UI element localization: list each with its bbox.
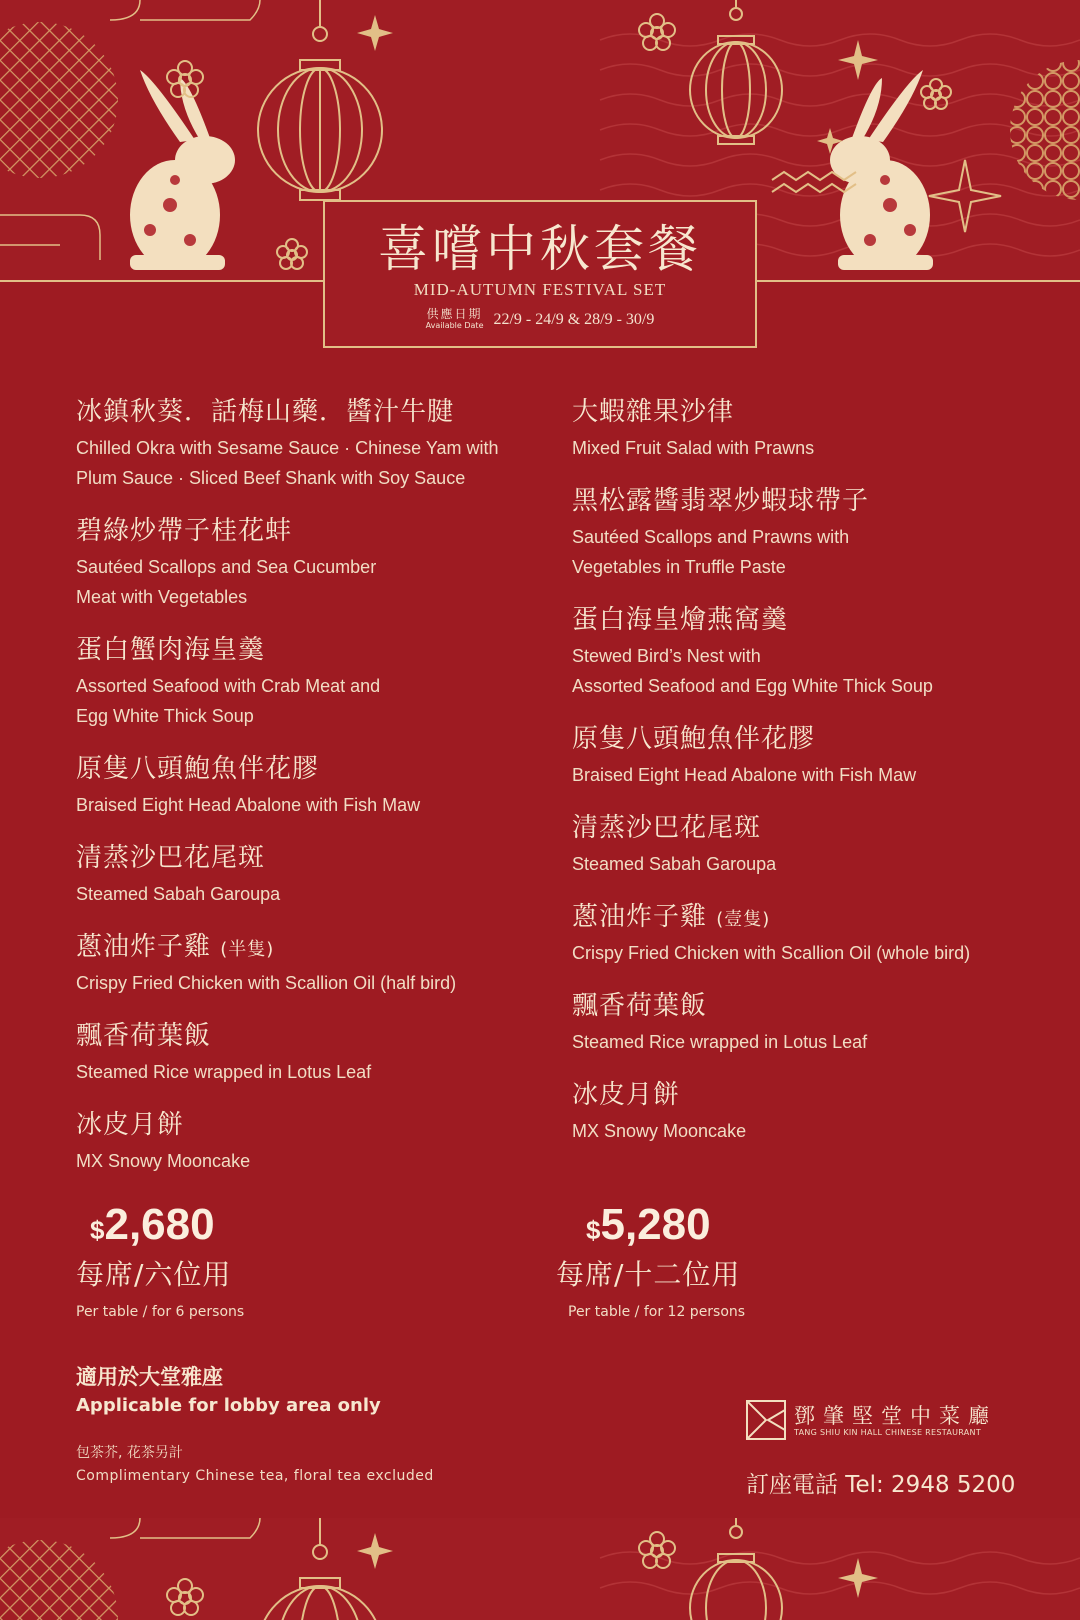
sparkle-star-icon: [357, 1533, 878, 1598]
price-per-table-english: Per table / for 12 persons: [568, 1304, 746, 1320]
price: $2,680: [90, 1200, 215, 1249]
price-per-table-chinese: 每席/十二位用: [556, 1258, 741, 1291]
dish-name-english: Plum Sauce · Sliced Beef Shank with Soy Sauce: [76, 468, 466, 488]
portion-note: (半隻): [220, 939, 275, 960]
lantern-icon: [258, 0, 382, 200]
dish-name-chinese: 碧綠炒帶子桂花蚌: [76, 516, 293, 546]
menu-item: [572, 602, 1042, 701]
menu-item: [76, 632, 546, 731]
area-note-chinese: 適用於大堂雅座: [76, 1365, 223, 1389]
dish-name-english: Egg White Thick Soup: [76, 706, 254, 726]
title-chinese: 喜嚐中秋套餐: [378, 220, 702, 278]
dish-name-chinese: 清蒸沙巴花尾斑: [76, 843, 266, 873]
menu-column-6-persons: [76, 394, 546, 1196]
dish-name-english: Stewed Bird’s Nest with: [572, 646, 761, 666]
dish-name-english: Meat with Vegetables: [76, 587, 248, 607]
dish-name-chinese: 大蝦雜果沙律: [572, 397, 735, 427]
menu-item: [572, 483, 1042, 582]
flower-icon: [921, 79, 951, 109]
lantern-icon: [690, 0, 782, 144]
dish-name-english: Crispy Fried Chicken with Scallion Oil (half bird): [76, 973, 457, 993]
lantern-icon: [690, 1518, 782, 1620]
portion-note: (壹隻): [716, 909, 771, 930]
flower-icon: [167, 1579, 203, 1615]
dish-name-english: Crispy Fried Chicken with Scallion Oil (whole bird): [572, 943, 971, 963]
dish-name-chinese: 原隻八頭鮑魚伴花膠: [76, 754, 320, 784]
terms-notes: [76, 1362, 434, 1488]
restaurant-name-english: TANG SHIU KIN HALL CHINESE RESTAURANT: [794, 1427, 982, 1437]
menu-item: [76, 513, 546, 612]
date-label: [426, 308, 484, 332]
booking-phone[interactable]: 訂座電話 Tel: 2948 5200: [746, 1472, 1016, 1498]
dish-name-english: Braised Eight Head Abalone with Fish Maw: [76, 795, 421, 815]
scale-pattern-icon: [1010, 60, 1080, 200]
price-block-12-persons: [556, 1200, 745, 1325]
menu-item: [572, 1077, 1042, 1146]
lattice-moon-icon: [0, 1540, 118, 1620]
flower-icon: [639, 1532, 675, 1568]
dish-name-english: Steamed Rice wrapped in Lotus Leaf: [76, 1062, 372, 1082]
dish-name-english: Braised Eight Head Abalone with Fish Maw: [572, 765, 917, 785]
menu-item: [76, 1107, 546, 1176]
dish-name-english: Steamed Rice wrapped in Lotus Leaf: [572, 1032, 868, 1052]
date-range: 22/9 - 24/9 & 28/9 - 30/9: [493, 311, 655, 328]
dish-name-english: MX Snowy Mooncake: [76, 1151, 251, 1171]
dish-name-chinese: 蔥油炸子雞 (半隻): [76, 932, 275, 962]
dish-name-english: Sautéed Scallops and Prawns with: [572, 527, 850, 547]
menu-item: [572, 899, 1042, 968]
menu-column-12-persons: [572, 394, 1042, 1166]
dish-name-english: Assorted Seafood and Egg White Thick Soup: [572, 676, 933, 696]
restaurant-logo-icon: [746, 1400, 786, 1440]
dish-name-english: MX Snowy Mooncake: [572, 1121, 747, 1141]
lattice-moon-icon: [0, 22, 118, 178]
price-per-table-english: Per table / for 6 persons: [76, 1304, 245, 1320]
flower-icon: [277, 239, 307, 269]
flower-icon: [639, 14, 675, 50]
dish-name-english: Chilled Okra with Sesame Sauce · Chinese Yam with: [76, 438, 499, 458]
dish-name-chinese: 黑松露醬翡翠炒蝦球帶子: [572, 486, 870, 516]
dish-name-chinese: 飄香荷葉飯: [572, 991, 708, 1021]
dish-name-chinese: 蛋白蟹肉海皇羹: [76, 635, 266, 665]
menu-item: [572, 988, 1042, 1057]
menu-item: [76, 1018, 546, 1087]
dish-name-chinese: 蔥油炸子雞 (壹隻): [572, 902, 771, 932]
dish-name-chinese: 蛋白海皇燴燕窩羹: [572, 605, 789, 635]
date-label-english: Available Date: [425, 321, 484, 330]
dish-name-english: Assorted Seafood with Crab Meat and: [76, 676, 381, 696]
dish-name-chinese: 冰皮月餅: [572, 1080, 681, 1110]
restaurant-name-chinese: 鄧肇堅堂中菜廳: [794, 1403, 997, 1428]
dish-name-english: Mixed Fruit Salad with Prawns: [572, 438, 815, 458]
rabbit-icon: [130, 70, 235, 270]
menu-item: [76, 394, 546, 493]
tea-note-chinese: 包茶芥, 花茶另計: [76, 1445, 183, 1461]
menu-item: [76, 929, 546, 998]
footer-decoration: [0, 1518, 1080, 1620]
rabbit-icon: [830, 70, 933, 270]
title-box: [323, 200, 757, 348]
dish-name-chinese: 冰鎮秋葵．話梅山藥．醬汁牛腱: [76, 397, 455, 427]
dish-name-chinese: 冰皮月餅: [76, 1110, 185, 1140]
dish-name-english: Steamed Sabah Garoupa: [76, 884, 281, 904]
dish-name-english: Steamed Sabah Garoupa: [572, 854, 777, 874]
dish-name-english: Vegetables in Truffle Paste: [572, 557, 786, 577]
tea-note-english: Complimentary Chinese tea, floral tea excluded: [76, 1468, 434, 1484]
date-label-chinese: 供應日期: [426, 307, 483, 321]
menu-item: [572, 721, 1042, 790]
restaurant-brand: [746, 1400, 1006, 1440]
price-block-6-persons: [76, 1200, 244, 1325]
dish-name-chinese: 原隻八頭鮑魚伴花膠: [572, 724, 816, 754]
title-english: MID-AUTUMN FESTIVAL SET: [413, 280, 667, 299]
menu-item: [76, 751, 546, 820]
flower-icon: [167, 61, 203, 97]
dish-name-chinese: 飄香荷葉飯: [76, 1021, 212, 1051]
available-date: [325, 308, 755, 332]
menu-item: [572, 810, 1042, 879]
area-note-english: Applicable for lobby area only: [76, 1395, 381, 1416]
dish-name-english: Sautéed Scallops and Sea Cucumber: [76, 557, 377, 577]
price: $5,280: [586, 1200, 711, 1249]
menu-item: [572, 394, 1042, 463]
menu-item: [76, 840, 546, 909]
lantern-icon: [258, 1518, 382, 1620]
price-per-table-chinese: 每席/六位用: [76, 1258, 232, 1291]
dish-name-chinese: 清蒸沙巴花尾斑: [572, 813, 762, 843]
